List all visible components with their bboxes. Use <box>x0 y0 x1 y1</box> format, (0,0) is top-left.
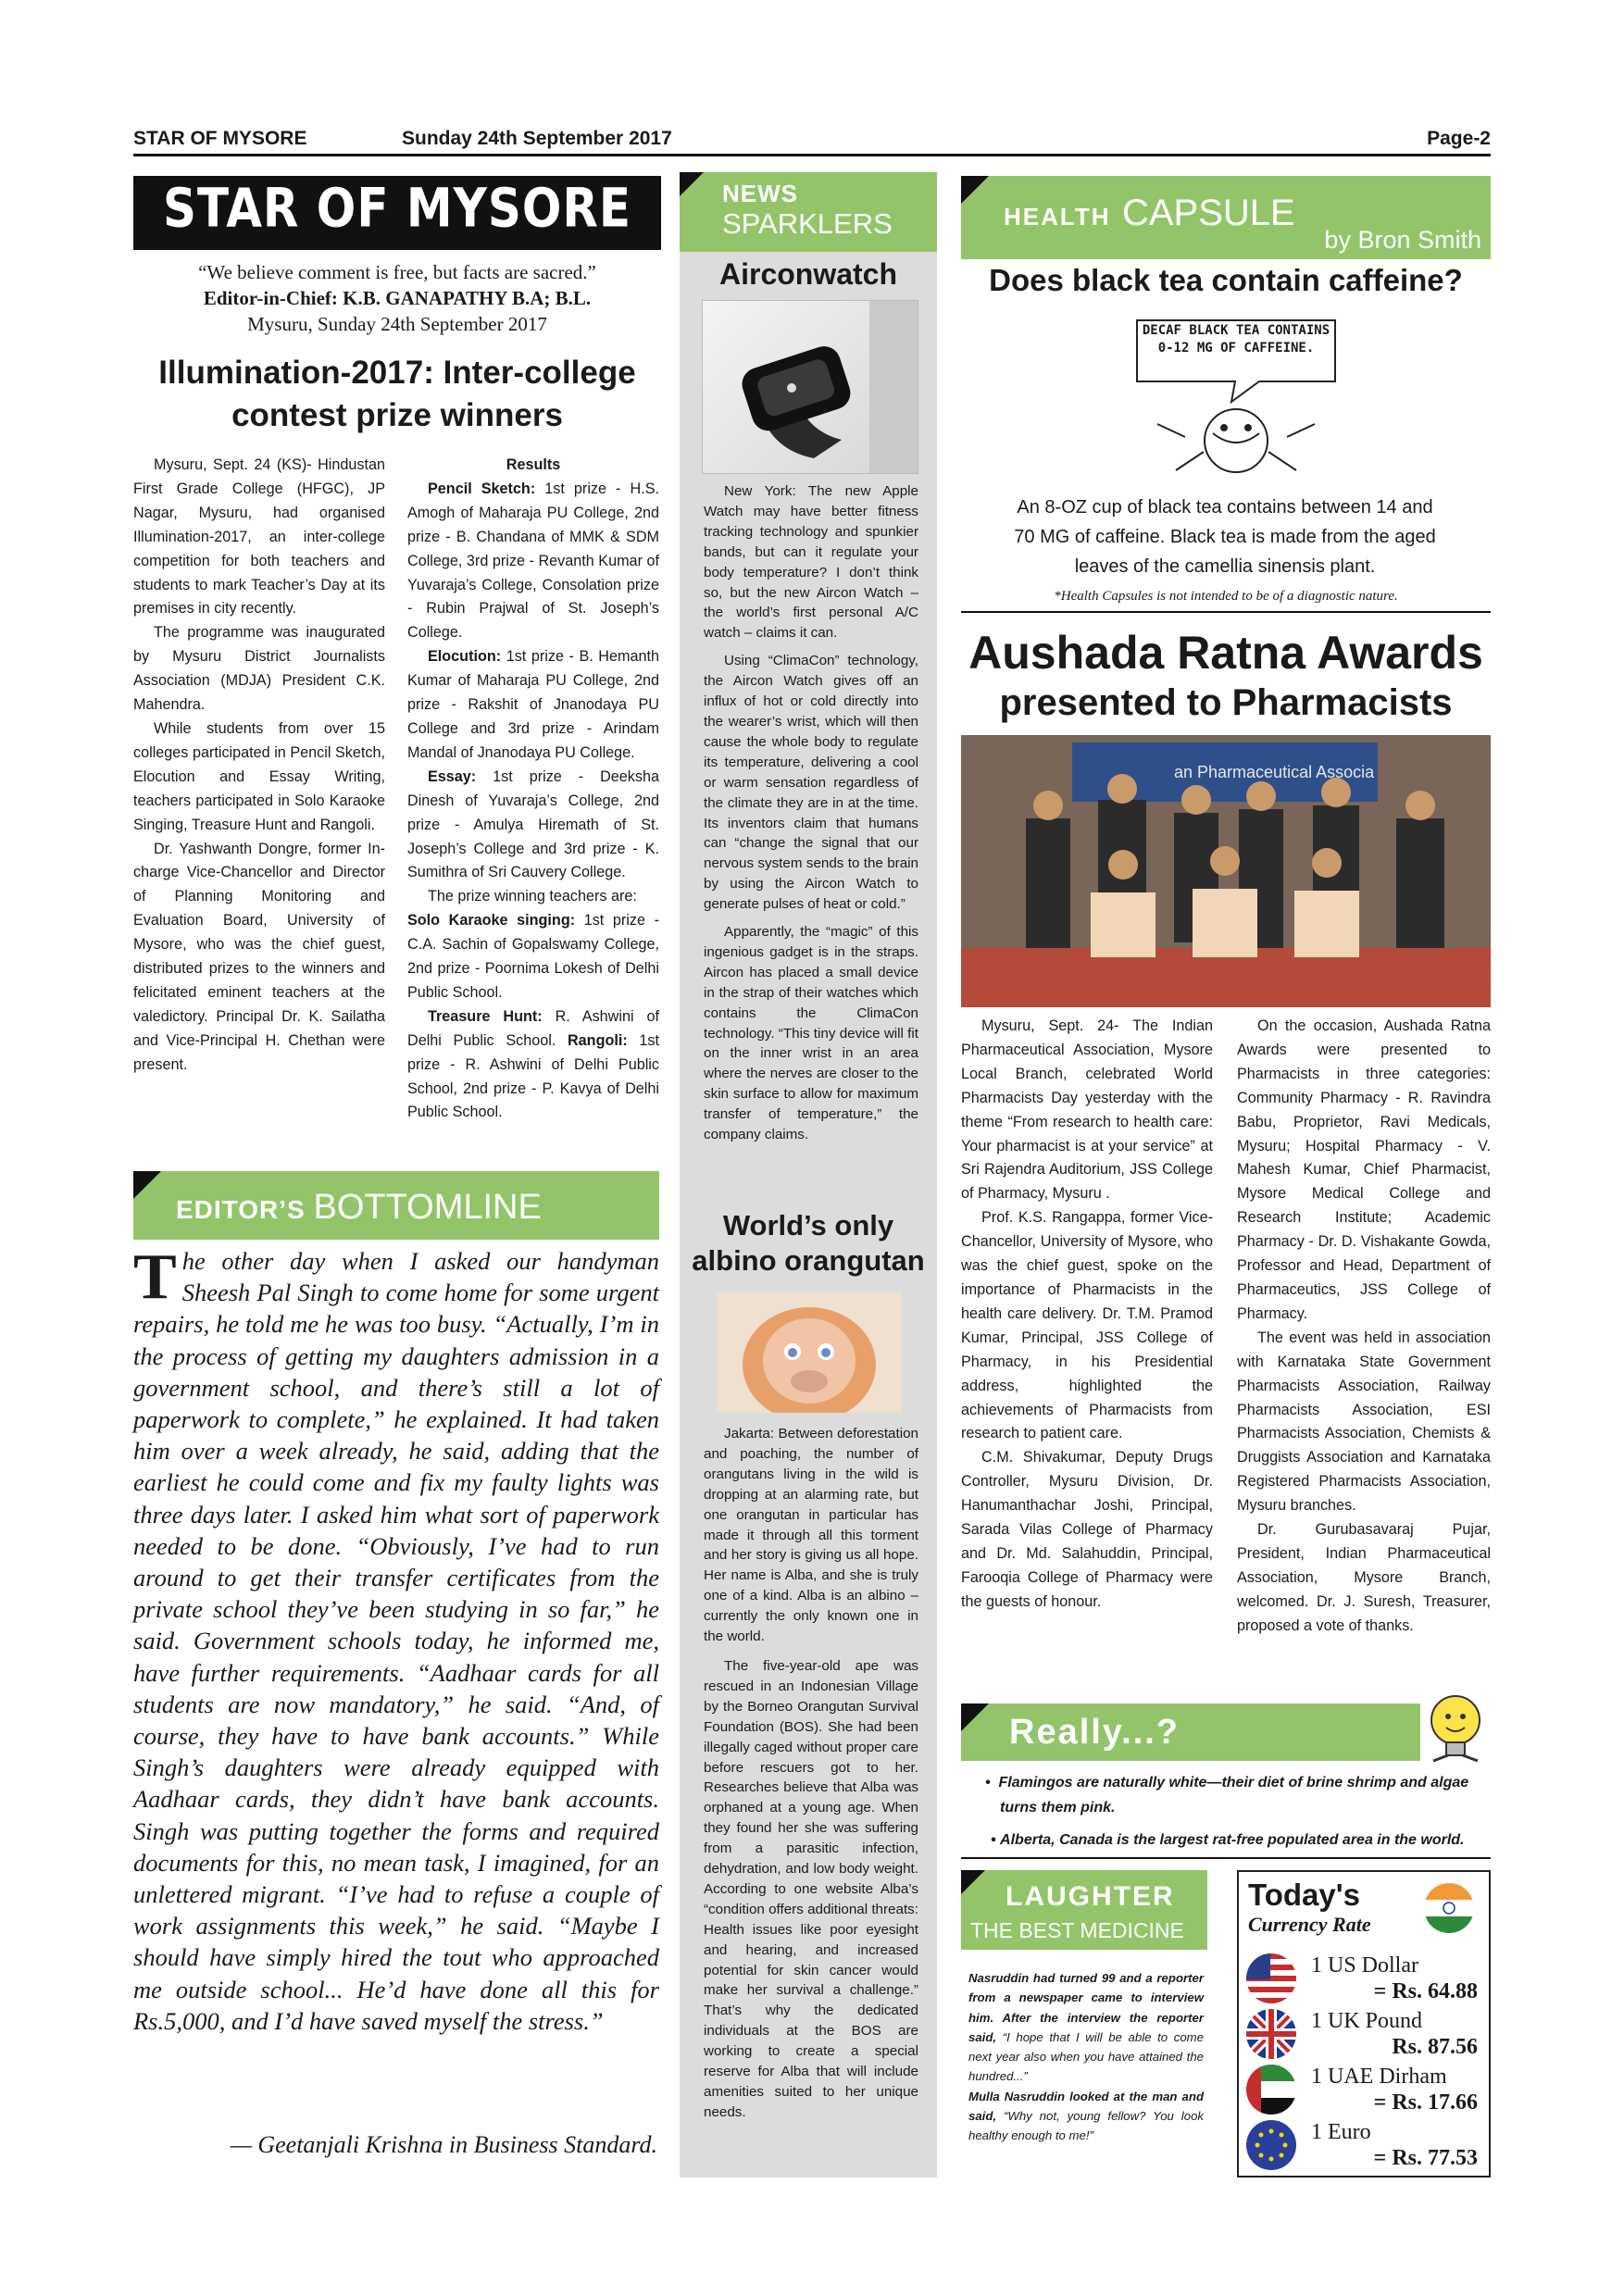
result-item: The prize winning teachers are: <box>428 888 637 905</box>
aushada-headline: Aushada Ratna Awards presented to Pharmacists <box>968 627 1483 723</box>
really-banner <box>961 1703 1420 1761</box>
currency-box <box>1237 1870 1491 2177</box>
masthead-logo: STAR OF MYSORE <box>133 176 661 250</box>
tea-cartoon <box>1120 313 1352 480</box>
currency-row: 1 US Dollar = Rs. 64.88 <box>1246 1953 1478 2005</box>
orangutan-body: Jakarta: Between deforestation and poaching, the number of orangutans living in the wild is dropping at an alarming rate, but one orangutan in particular has made it through all this torment and her story is giving us all hope. Her name is Alba, and she is truly one of a kind. Alba is an albino – currently the only known one in the world. The five-year-old ape was rescued in an Indonesian Village by the Borneo Orangutan Survival Foundation (BOS). She had been illegally caged without proper care before rescuers got to her. Researches believe that Alba was orphaned at a young age. When they found her she was suffering from a parasitic infection, dehydration, and low body weight. According to one website Alba’s “condition offers additional threats: Health issues like poor eyesight and hearing, and increased potential for skin cancer would make her survival a challenge.” That’s why the dedicated individuals at the BOS are working to create a special reserve for Alba that will include amenities suited to her unique needs. <box>704 1426 918 2120</box>
header-page-number: Page-2 <box>1427 128 1491 149</box>
health-disclaimer: *Health Capsules is not intended to be of a diagnostic nature. <box>1054 589 1398 604</box>
aushada-col1: Mysuru, Sept. 24- The Indian Pharmaceutical Association, Mysore Local Branch, celebrated World Pharmacists Day yesterday with the theme “From research to health care: Your pharmacist is at your service” at Sri Rajendra Auditorium, JSS College of Pharmacy, Mysuru . Prof. K.S. Rangappa, former Vice-Chancellor, University of Mysore, who was the chief guest, spoke on the importance of Pharmacists in the health care delivery. Dr. T.M. Pramod Kumar, Principal, JSS College of Pharmacy, in his Presidential address, highlighted the achievements of Pharmacists from research to patient care. C.M. Shivakumar, Deputy Drugs Controller, Mysuru Division, Dr. Hanumanthachar Joshi, Principal, Sarada Vilas College of Pharmacy and Dr. Md. Salahuddin, Principal, Farooqia College of Pharmacy were the guests of honour. <box>961 1017 1213 1610</box>
currency-row: 1 UAE Dirham = Rs. 17.66 <box>1246 2065 1478 2116</box>
banner-corner <box>680 172 704 196</box>
health-kicker: HEALTH <box>1004 203 1111 231</box>
photo-banner-text: an Pharmaceutical Associa <box>1174 763 1375 781</box>
masthead-editor: Editor-in-Chief: K.B. GANAPATHY B.A; B.L. <box>203 287 592 309</box>
result-item: Elocution: 1st prize - B. Hemanth Kumar of Maharaja PU College, 2nd prize - Rakshit of Jnanodaya PU College and 3rd prize - Arindam Mandal of Jnanodaya PU College. <box>407 648 659 761</box>
header-rule <box>133 154 1491 156</box>
illumination-para: While students from over 15 colleges participated in Pencil Sketch, Elocution and Essay Writing, teachers participated in Solo Karaoke Singing, Treasure Hunt and Rangoli. <box>133 719 385 833</box>
health-rule <box>961 611 1491 613</box>
health-banner <box>961 176 1491 259</box>
sparklers-title: SPARKLERS <box>722 207 893 240</box>
eu-flag-icon <box>1246 2120 1296 2170</box>
bottomline-kicker: EDITOR’S <box>176 1195 306 1224</box>
really-item: • Flamingos are naturally white—their diet of brine shrimp and algae turns them pink. <box>985 1775 1469 1816</box>
health-body: An 8-OZ cup of black tea contains between 14 and 70 MG of caffeine. Black tea is made from the aged leaves of the camellia sinensis plant. <box>1014 497 1436 577</box>
airconwatch-headline: Airconwatch <box>718 257 898 291</box>
us-flag-icon <box>1246 1953 1296 2003</box>
india-flag-icon <box>1424 1883 1474 1933</box>
masthead-dateline: Mysuru, Sunday 24th September 2017 <box>247 313 547 335</box>
illumination-para: The programme was inaugurated by Mysuru District Journalists Association (MDJA) President C.K. Mahendra. <box>133 624 385 714</box>
laughter-banner <box>961 1870 1207 1950</box>
orangutan-photo <box>717 1292 902 1413</box>
header-paper-name: STAR OF MYSORE <box>133 128 307 149</box>
result-item: Pencil Sketch: 1st prize - H.S. Amogh of Maharaja PU College, 2nd prize - B. Chandana of MMK & SDM College, 3rd prize - Revanth Kumar of Yuvaraja’s College, Consolation prize - Rubin Prajwal of St. Joseph’s College. <box>407 480 659 642</box>
uk-flag-icon <box>1246 2009 1296 2059</box>
banner-corner <box>961 176 989 204</box>
page-header <box>133 128 1491 152</box>
lightbulb-icon <box>1420 1689 1491 1772</box>
banner-corner <box>961 1870 985 1894</box>
watch-photo <box>702 300 918 474</box>
bottomline-banner <box>133 1171 659 1240</box>
banner-corner <box>133 1171 161 1199</box>
orangutan-icon <box>717 1292 902 1413</box>
result-item: Solo Karaoke singing: 1st prize - C.A. Sachin of Gopalswamy College, 2nd prize - Poornima Lokesh of Delhi Public School. <box>407 912 659 1001</box>
result-item: Essay: 1st prize - Deeksha Dinesh of Yuvaraja’s College, 2nd prize - Amulya Hiremath of St. Joseph’s College and 3rd prize - K. Sumithra of Sri Cauvery College. <box>407 767 659 881</box>
illumination-results-column <box>407 454 659 1125</box>
orangutan-headline: World’s only albino orangutan <box>692 1209 925 1277</box>
really-list <box>961 1770 1491 1853</box>
bottomline-title: BOTTOMLINE <box>313 1188 542 1227</box>
currency-subtitle: Currency Rate <box>1248 1913 1371 1936</box>
laughter-subtitle: THE BEST MEDICINE <box>970 1918 1184 1942</box>
health-headline: Does black tea contain caffeine? <box>989 263 1463 297</box>
health-byline: by Bron Smith <box>1324 226 1481 254</box>
uae-flag-icon <box>1246 2065 1296 2115</box>
laughter-title: LAUGHTER <box>1006 1881 1175 1912</box>
dropcap: T <box>133 1242 177 1313</box>
header-date: Sunday 24th September 2017 <box>402 128 672 149</box>
watch-icon <box>703 301 918 473</box>
bottomline-credit: — Geetanjali Krishna in Business Standard. <box>230 2131 657 2158</box>
health-title: CAPSULE <box>1121 193 1295 233</box>
currency-row: 1 UK Pound Rs. 87.56 <box>1246 2009 1478 2061</box>
laughter-body: Nasruddin had turned 99 and a reporter from a newspaper came to interview him. After the interview the reporter said, “I hope that I will be able to come next year also when you have attained the hundred...” Mulla Nasruddin looked at the man and said, “Why not, young fellow? You look healthy enough to me!” <box>968 1971 1204 2143</box>
really-item: • Alberta, Canada is the largest rat-free populated area in the world. <box>991 1832 1465 1848</box>
currency-row: 1 Euro = Rs. 77.53 <box>1246 2120 1478 2172</box>
sparklers-kicker: NEWS <box>722 180 798 207</box>
banner-corner <box>961 1703 989 1731</box>
illumination-left-column <box>133 454 385 1078</box>
illumination-para: Dr. Yashwanth Dongre, former In-charge Vice-Chancellor and Director of Planning Monitoring and Evaluation Board, University of Mysore, who was the chief guest, distributed prizes to the winners and felicitated eminent teachers at the valedictory. Principal Dr. K. Sailatha and Vice-Principal H. Chethan were present. <box>133 840 385 1073</box>
airconwatch-body: New York: The new Apple Watch may have better fitness tracking technology and spunkier bands, but can it regulate your body temperature? I don’t think so, but the new Aircon Watch – the world’s first personal A/C watch – claims it can. Using “ClimaCon” technology, the Aircon Watch gives off an influx of hot or cold directly into the wearer’s wrist, which will then cause the whole body to regulate its temperature, delivering a cool or warm sensation regardless of the climate they are in at the time. Its inventors claim that humans can “change the signal that our nervous system sends to the brain by using the Aircon Watch to generate pulses of heat or cold.” Apparently, the “magic” of this ingenious gadget is in the straps. Aircon has placed a small device in the strap of their watches which contains the ClimaCon technology. “This tiny device will fit on the inner wrist in an area where the nerves are closer to the skin surface to allow for maximum transfer of temperature,” the company claims. <box>704 483 918 1143</box>
sparklers-banner <box>680 172 937 252</box>
awards-photo <box>961 735 1491 1007</box>
results-title: Results <box>506 456 561 473</box>
currency-title: Today's <box>1248 1878 1360 1912</box>
aushada-col2: On the occasion, Aushada Ratna Awards were presented to Pharmacists in three categories: Community Pharmacy - R. Ravindra Babu, Proprietor, Ravi Medicals, Mysuru; Hospital Pharmacy - V. Mahesh Kumar, Chief Pharmacist, Mysore Medical College and Research Institute; Academic Pharmacy - Dr. D. Vishakante Gowda, Professor and Head, Department of Pharmaceutics, JSS College of Pharmacy. The event was held in association with Karnataka State Government Pharmacists Association, Railway Pharmacists Association, ESI Pharmacists Association, Chemists & Druggists Association and Karnataka Registered Pharmacists Association, Mysuru branches. Dr. Gurubasavaraj Pujar, President, Indian Pharmaceutical Association, Mysore Branch, welcomed. Dr. J. Suresh, Treasurer, proposed a vote of thanks. <box>1237 1017 1491 1634</box>
bottomline-body <box>133 1242 659 2037</box>
really-title: Really...? <box>1009 1713 1181 1752</box>
masthead-info <box>133 259 661 337</box>
bottomline-text: he other day when I asked our handyman Sheesh Pal Singh to come home for some urgent repairs, he told me he was too busy. “Actually, I’m in the process of getting my daughters admission in a government school, and there’s still a lot of paperwork to complete,” he explained. It had taken him over a week already, he said, adding that the earliest he could come and fix my faulty lights was three days later. I asked him what sort of paperwork needed to be done. “Obviously, I’ve had to run around to get their transfer certificates from the private school they’ve been studying in so far,” he said. Government schools today, he informed me, have further requirements. “Aadhaar cards for all students are now mandatory,” he said. “And, of course, they have to have bank accounts.” While Singh’s daughters were already equipped with Aadhaar cards, they didn’t have bank accounts. Singh was putting together the forms and required documents for this, no mean task, I imagined, for an unlettered migrant. “I’ve had to refuse a couple of work assignments this week,” he said. “Maybe I should have simply hired the tout who approached me outside school... He’d have done all this for Rs.5,000, and I’d have saved myself the stress.” <box>133 1247 659 2035</box>
cartoon-caption: DECAF BLACK TEA CONTAINS 0-12 MG OF CAFFEINE. <box>1142 323 1330 356</box>
masthead-motto: “We believe comment is free, but facts are sacred.” <box>198 261 596 283</box>
result-item: Treasure Hunt: R. Ashwini of Delhi Public School. Rangoli: 1st prize - R. Ashwini of Delhi Public School, 2nd prize - P. Kavya of Delhi Public School. <box>407 1007 659 1121</box>
really-rule <box>961 1857 1491 1859</box>
illumination-headline: Illumination-2017: Inter-college contest prize winners <box>158 355 636 433</box>
illumination-para: Mysuru, Sept. 24 (KS)- Hindustan First Grade College (HFGC), JP Nagar, Mysuru, had organised Illumination-2017, an inter-college competition for both teachers and students to mark Teacher’s Day at its premises in city recently. <box>133 456 385 618</box>
